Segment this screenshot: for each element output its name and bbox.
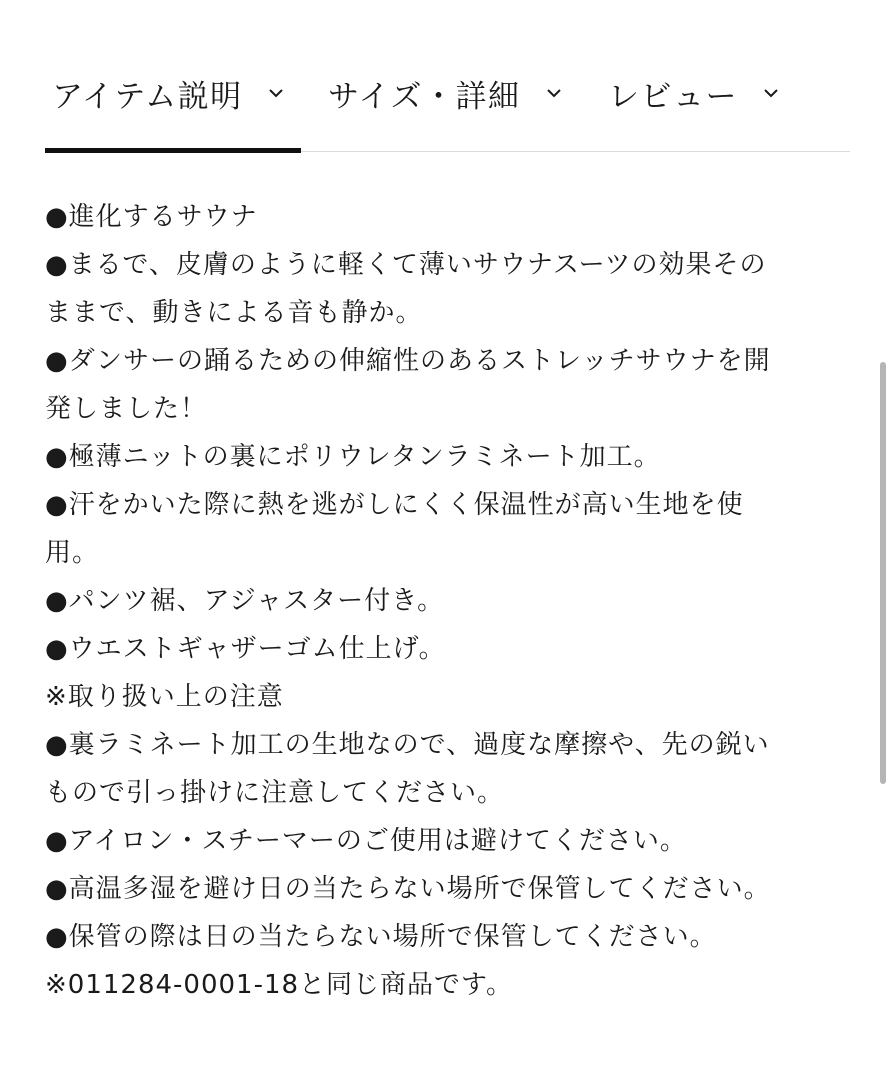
description-line: もので引っ掛けに注意してください。 (45, 778, 505, 808)
tab-reviews[interactable] (608, 62, 780, 124)
description-line: ●ダンサーの踊るための伸縮性のあるストレッチサウナを開 (45, 346, 771, 376)
item-description (45, 193, 835, 1009)
chevron-down-icon (545, 84, 563, 102)
tab-label: サイズ・詳細 (328, 78, 521, 115)
tab-label: アイテム説明 (52, 78, 243, 115)
tab-item-description[interactable] (52, 62, 285, 124)
chevron-down-icon (762, 84, 780, 102)
description-line: ●パンツ裾、アジャスター付き。 (45, 586, 445, 616)
description-line: 用。 (45, 538, 100, 568)
description-line: ●進化するサウナ (45, 202, 258, 232)
description-line: ●極薄ニットの裏にポリウレタンラミネート加工。 (45, 442, 661, 472)
description-line: ままで、動きによる音も静か。 (45, 298, 423, 328)
description-line: ●まるで、皮膚のように軽くて薄いサウナスーツの効果その (45, 250, 767, 280)
tab-label: レビュー (608, 78, 738, 115)
description-line: 発しました！ (45, 394, 208, 424)
tab-size-details[interactable] (328, 62, 563, 124)
scrollbar[interactable] (880, 362, 886, 784)
description-line: ※011284-0001-18と同じ商品です。 (45, 970, 513, 1000)
tab-bar (45, 62, 850, 152)
description-line: ※取り扱い上の注意 (45, 682, 284, 712)
description-line: ●ウエストギャザーゴム仕上げ。 (45, 634, 446, 664)
active-tab-indicator (45, 148, 301, 153)
description-line: ●裏ラミネート加工の生地なので、過度な摩擦や、先の鋭い (45, 730, 770, 760)
description-line: ●アイロン・スチーマーのご使用は避けてください。 (45, 826, 687, 856)
description-line: ●高温多湿を避け日の当たらない場所で保管してください。 (45, 874, 771, 904)
description-line: ●保管の際は日の当たらない場所で保管してください。 (45, 922, 717, 952)
chevron-down-icon (267, 84, 285, 102)
description-line: ●汗をかいた際に熱を逃がしにくく保温性が高い生地を使 (45, 490, 744, 520)
